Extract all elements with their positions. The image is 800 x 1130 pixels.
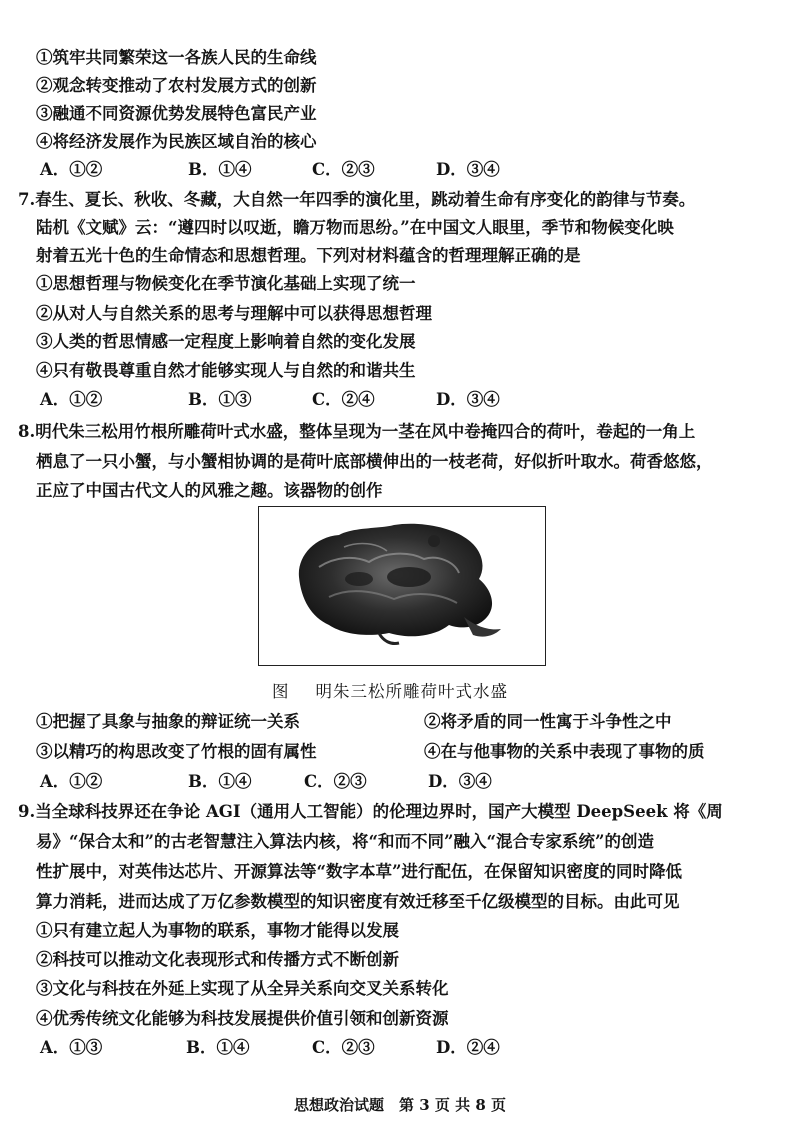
q9-option-d: D．②④	[436, 1038, 500, 1057]
figure-caption-label: 图	[272, 682, 290, 701]
q8-statement-1: ①把握了具象与抽象的辩证统一关系	[36, 712, 300, 731]
q9-statement-3: ③文化与科技在外延上实现了从全异关系向交叉关系转化	[36, 979, 449, 998]
q9-statement-4: ④优秀传统文化能够为科技发展提供价值引领和创新资源	[36, 1009, 449, 1028]
q9-statement-2: ②科技可以推动文化表现形式和传播方式不断创新	[36, 950, 399, 969]
q7-stem-line-2: 陆机《文赋》云：“遵四时以叹逝，瞻万物而思纷。”在中国文人眼里，季节和物候变化映	[36, 218, 674, 237]
q7-option-d: D．③④	[436, 390, 500, 409]
q7-option-c: C．②④	[312, 390, 375, 409]
q9-stem-line-1: 9.当全球科技界还在争论 AGI（通用人工智能）的伦理边界时，国产大模型 DeepSeek 将《周	[18, 802, 723, 821]
figure-caption	[272, 678, 508, 702]
q9-stem-line-2: 易》“保合太和”的古老智慧注入算法内核，将“和而不同”融入“混合专家系统”的创造	[36, 832, 654, 851]
q9-option-b: B．①④	[186, 1038, 250, 1057]
q8-option-d: D．③④	[428, 772, 492, 791]
q9-option-a: A．①③	[40, 1038, 103, 1057]
lotus-water-vessel-figure	[258, 506, 546, 666]
q7-option-b: B．①③	[188, 390, 252, 409]
q6-statement-4: ④将经济发展作为民族区域自治的核心	[36, 132, 317, 151]
q7-statement-1: ①思想哲理与物候变化在季节演化基础上实现了统一	[36, 274, 416, 293]
q7-statement-3: ③人类的哲思情感一定程度上影响着自然的变化发展	[36, 332, 416, 351]
q7-stem-line-3: 射着五光十色的生命情态和思想哲理。下列对材料蕴含的哲理理解正确的是	[36, 246, 581, 265]
q7-statement-2: ②从对人与自然关系的思考与理解中可以获得思想哲理	[36, 304, 432, 323]
q6-statement-3: ③融通不同资源优势发展特色富民产业	[36, 104, 317, 123]
q9-stem-line-4: 算力消耗，进而达成了万亿参数模型的知识密度有效迁移至千亿级模型的目标。由此可见	[36, 892, 680, 911]
q7-option-a: A．①②	[40, 390, 103, 409]
q6-statement-1: ①筑牢共同繁荣这一各族人民的生命线	[36, 48, 317, 67]
q6-statement-2: ②观念转变推动了农村发展方式的创新	[36, 76, 317, 95]
lotus-leaf-vessel-image	[259, 507, 544, 664]
q9-statement-1: ①只有建立起人为事物的联系，事物才能得以发展	[36, 921, 399, 940]
q8-statement-3: ③以精巧的构思改变了竹根的固有属性	[36, 742, 317, 761]
q6-option-d: D．③④	[436, 160, 500, 179]
q8-stem-line-3: 正应了中国古代文人的风雅之趣。该器物的创作	[36, 481, 383, 500]
q8-option-b: B．①④	[188, 772, 252, 791]
q6-option-c: C．②③	[312, 160, 375, 179]
q7-stem-line-1: 7.春生、夏长、秋收、冬藏，大自然一年四季的演化里，跳动着生命有序变化的韵律与节奏。	[18, 190, 696, 209]
q9-stem-line-3: 性扩展中，对英伟达芯片、开源算法等“数字本草”进行配伍，在保留知识密度的同时降低	[36, 862, 682, 881]
q8-statement-2: ②将矛盾的同一性寓于斗争性之中	[424, 712, 672, 731]
q8-stem-line-1: 8.明代朱三松用竹根所雕荷叶式水盛，整体呈现为一茎在风中卷掩四合的荷叶，卷起的一角上	[18, 422, 696, 441]
page-footer: 思想政治试题 第 3 页 共 8 页	[294, 1096, 506, 1114]
figure-caption-text: 明朱三松所雕荷叶式水盛	[315, 682, 508, 701]
q9-option-c: C．②③	[312, 1038, 375, 1057]
q8-statement-4: ④在与他事物的关系中表现了事物的质	[424, 742, 705, 761]
q8-option-c: C．②③	[304, 772, 367, 791]
q6-option-b: B．①④	[188, 160, 252, 179]
q8-option-a: A．①②	[40, 772, 103, 791]
q7-statement-4: ④只有敬畏尊重自然才能够实现人与自然的和谐共生	[36, 361, 416, 380]
q6-option-a: A．①②	[40, 160, 103, 179]
q8-stem-line-2: 栖息了一只小蟹，与小蟹相协调的是荷叶底部横伸出的一枝老荷，好似折叶取水。荷香悠悠，	[36, 452, 713, 471]
